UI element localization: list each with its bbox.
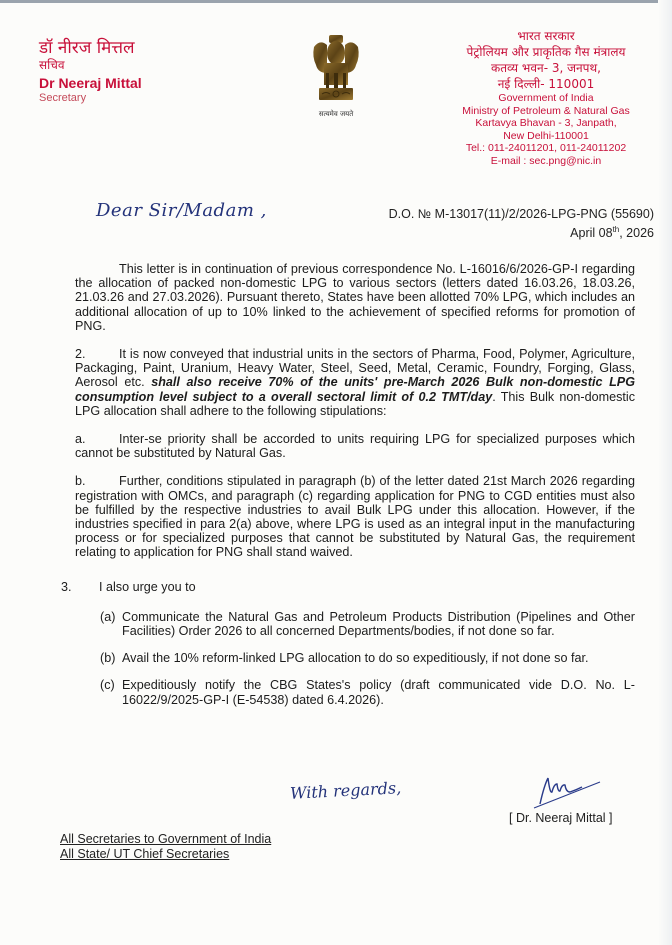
ministry-hindi-line: नई दिल्ली- 110001: [497, 77, 595, 91]
salutation: Dear Sir/Madam ,: [96, 200, 267, 221]
paragraph-2-text: It is now conveyed that industrial units in the sectors of Pharma, Food, Polymer, Agriculture, Packaging, Paint, Uranium, Heavy Water, Steel, Seed, Metal, Ceramic, Foundry, Forging, Glass, Aerosol etc.: [75, 347, 635, 390]
list-item-text: Avail the 10% reform-linked LPG allocation to do so expeditiously, if not done so far.: [122, 651, 589, 666]
ministry-hindi-line: पेट्रोलियम और प्राकृतिक गैस मंत्रालय: [466, 45, 626, 59]
emblem-motto: सत्यमेव जयते: [318, 110, 354, 118]
letterhead-ministry: [430, 28, 662, 167]
paragraph-label: b.: [75, 474, 86, 489]
letterhead-sender: [39, 38, 142, 105]
paragraph-label: a.: [75, 432, 86, 447]
sender-name-hindi: डॉ नीरज मित्तल: [39, 38, 135, 58]
ministry-hindi-line: भारत सरकार: [517, 29, 575, 43]
handwritten-signature-icon: [530, 770, 620, 810]
sender-title-hindi: सचिव: [39, 58, 65, 72]
sender-name-english: Dr Neeraj Mittal: [39, 75, 142, 91]
paragraph-number: 3.: [61, 579, 72, 594]
national-emblem: [300, 33, 372, 123]
addressee: All Secretaries to Government of India: [60, 832, 272, 846]
ministry-english-line: Ministry of Petroleum & Natural Gas: [462, 104, 630, 117]
paragraph-a-text: Inter-se priority shall be accorded to units requiring LPG for specialized purposes which cannot be substituted by Natural Gas.: [75, 432, 635, 461]
paragraph-2-emphasis: shall also receive 70% of the units' pre-March 2026 Bulk non-domestic LPG consumption level subject to a overall sectoral limit of 0.2 TMT/day: [75, 375, 635, 404]
paragraph-b: [75, 474, 635, 559]
addressee: All State/ UT Chief Secretaries: [60, 847, 230, 861]
scan-top-edge: [0, 0, 672, 3]
ministry-english-line: Kartavya Bhavan - 3, Janpath,: [475, 117, 617, 129]
ashoka-emblem-icon: [310, 33, 362, 109]
ministry-phone: Tel.: 011-24011201, 011-24011202: [465, 142, 627, 154]
paragraph-1: This letter is in continuation of previous correspondence No. L-16016/6/2026-GP-I regarding the allocation of packed non-domestic LPG to various sectors (letters dated 16.03.26, 18.03.26, 21.03.26 and 27.03.2026). Pursuant thereto, States have been allotted 70% LPG, which includes an additional allocation of up to 10% linked to the achievement of specified reforms for promotion of PNG.: [75, 262, 635, 333]
ministry-english-line: New Delhi-110001: [503, 129, 589, 142]
sender-title-english: Secretary: [39, 92, 87, 104]
list-item-label: (b): [100, 651, 116, 666]
paragraph-3: [61, 580, 635, 594]
letter-body: [61, 262, 635, 720]
paragraph-number: 2.: [75, 347, 86, 362]
ministry-english-line: Government of India: [498, 92, 594, 104]
addressees: [60, 832, 271, 862]
paragraph-b-text: Further, conditions stipulated in paragraph (b) of the letter dated 21st March 2026 regarding registration with OMCs, and paragraph (c) regarding application for PNG to CGD entities must also be fulfilled by the respective industries to avail Bulk LPG under this allocation. However, if the industries specified in para 2(a) above, where LPG is used as an integral input in the manufacturing process or for specialized purposes that cannot be substituted by Natural Gas, the requirement relating to application for PNG shall stand waived.: [75, 474, 635, 560]
list-item: [100, 610, 635, 638]
ministry-email[interactable]: E-mail : sec.png@nic.in: [490, 154, 602, 167]
paragraph-2-end: . This Bulk non-domestic LPG allocation shall adhere to the following stipulations:: [75, 389, 635, 418]
letter-date: [340, 222, 654, 241]
date-text: April 08: [570, 226, 613, 241]
closing-regards: With regards,: [289, 778, 402, 803]
list-item-label: (a): [100, 609, 116, 624]
list-item-label: (c): [100, 678, 115, 693]
do-number: D.O. № M-13017(11)/2/2026-LPG-PNG (55690): [388, 207, 654, 221]
ministry-hindi-line: कतव्य भवन- 3, जनपथ,: [491, 61, 601, 75]
date-year: , 2026: [619, 226, 654, 241]
list-item-text: Expeditiously notify the CBG States's policy (draft communicated vide D.O. No. L-16022/9/2025-GP-I (E-54538) dated 6.4.2026).: [122, 678, 635, 707]
list-item-text: Communicate the Natural Gas and Petroleum Products Distribution (Pipelines and Other Facilities) Order 2026 to all concerned Departments/bodies, if not done so far.: [122, 609, 635, 639]
paragraph-2: [75, 347, 635, 418]
list-item: [100, 651, 635, 665]
paragraph-3-text: I also urge you to: [99, 579, 196, 594]
date-ordinal: th: [612, 225, 620, 234]
list-item: [100, 678, 635, 706]
signer-name: [ Dr. Neeraj Mittal ]: [509, 811, 613, 825]
paragraph-a: [75, 432, 635, 460]
reference-block: [340, 207, 654, 241]
urge-list: [100, 610, 635, 707]
